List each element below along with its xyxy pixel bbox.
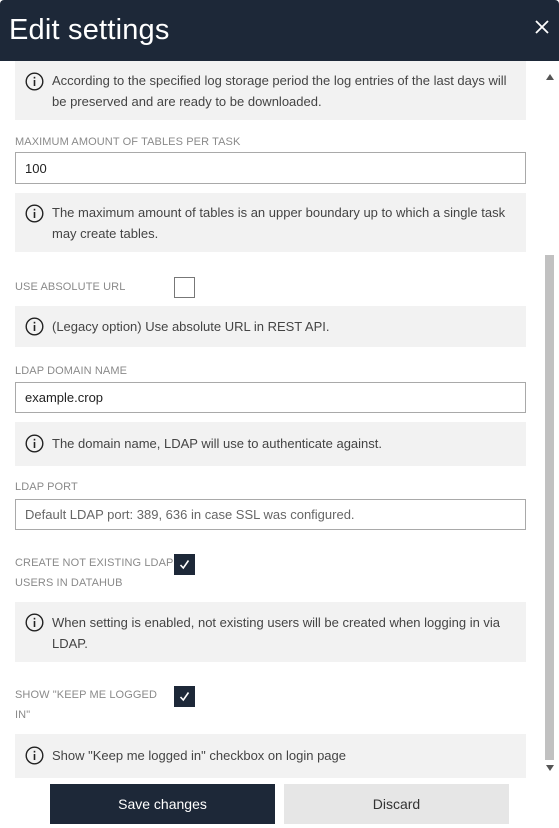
absolute-url-info-text: (Legacy option) Use absolute URL in REST API. xyxy=(52,319,330,334)
vertical-scrollbar[interactable] xyxy=(543,70,557,778)
keep-logged-in-info-text: Show "Keep me logged in" checkbox on login page xyxy=(52,748,346,763)
discard-button[interactable]: Discard xyxy=(284,784,509,824)
settings-scroll-area[interactable] xyxy=(0,61,543,778)
create-ldap-users-info-box xyxy=(15,602,526,662)
max-tables-info-box xyxy=(15,193,526,252)
create-ldap-users-label xyxy=(15,553,173,593)
scroll-up-icon[interactable] xyxy=(546,74,554,80)
ldap-port-input[interactable] xyxy=(15,499,526,530)
keep-logged-in-label-line2: IN" xyxy=(15,709,31,721)
info-icon xyxy=(25,72,44,91)
scroll-down-icon[interactable] xyxy=(546,765,554,771)
absolute-url-label: USE ABSOLUTE URL xyxy=(15,281,126,293)
save-changes-button[interactable]: Save changes xyxy=(50,784,275,824)
checkmark-icon xyxy=(179,559,190,570)
create-ldap-users-label-line1: CREATE NOT EXISTING LDAP xyxy=(15,557,174,569)
info-icon xyxy=(25,613,44,632)
ldap-domain-input[interactable] xyxy=(15,382,526,413)
log-storage-info-text: According to the specified log storage period the log entries of the last days will be preserved and are ready to be downloaded. xyxy=(52,73,507,109)
max-tables-label: MAXIMUM AMOUNT OF TABLES PER TASK xyxy=(15,136,241,148)
keep-logged-in-checkbox[interactable] xyxy=(174,686,195,707)
ldap-domain-info-text: The domain name, LDAP will use to authenticate against. xyxy=(52,436,383,451)
keep-logged-in-info-box xyxy=(15,734,526,778)
info-icon xyxy=(25,434,44,453)
close-icon[interactable] xyxy=(533,18,551,36)
keep-logged-in-label xyxy=(15,685,157,725)
info-icon xyxy=(25,746,44,765)
create-ldap-users-info-text: When setting is enabled, not existing users will be created when logging in via LDAP. xyxy=(52,615,501,651)
create-ldap-users-checkbox[interactable] xyxy=(174,554,195,575)
ldap-port-label: LDAP PORT xyxy=(15,481,78,493)
dialog-title: Edit settings xyxy=(9,14,170,46)
max-tables-input[interactable] xyxy=(15,152,526,184)
dialog-header xyxy=(0,0,559,61)
ldap-domain-label: LDAP DOMAIN NAME xyxy=(15,365,128,377)
dialog-footer xyxy=(0,778,559,828)
info-icon xyxy=(25,317,44,336)
max-tables-info-text: The maximum amount of tables is an upper boundary up to which a single task may create tables. xyxy=(52,205,506,241)
create-ldap-users-label-line2: USERS IN DATAHUB xyxy=(15,577,123,589)
ldap-domain-info-box xyxy=(15,422,526,466)
checkmark-icon xyxy=(179,691,190,702)
log-storage-info-box xyxy=(15,61,526,120)
absolute-url-info-box xyxy=(15,306,526,347)
info-icon xyxy=(25,204,44,223)
absolute-url-checkbox[interactable] xyxy=(174,277,195,298)
keep-logged-in-label-line1: SHOW "KEEP ME LOGGED xyxy=(15,689,158,701)
scrollbar-thumb[interactable] xyxy=(545,255,554,760)
